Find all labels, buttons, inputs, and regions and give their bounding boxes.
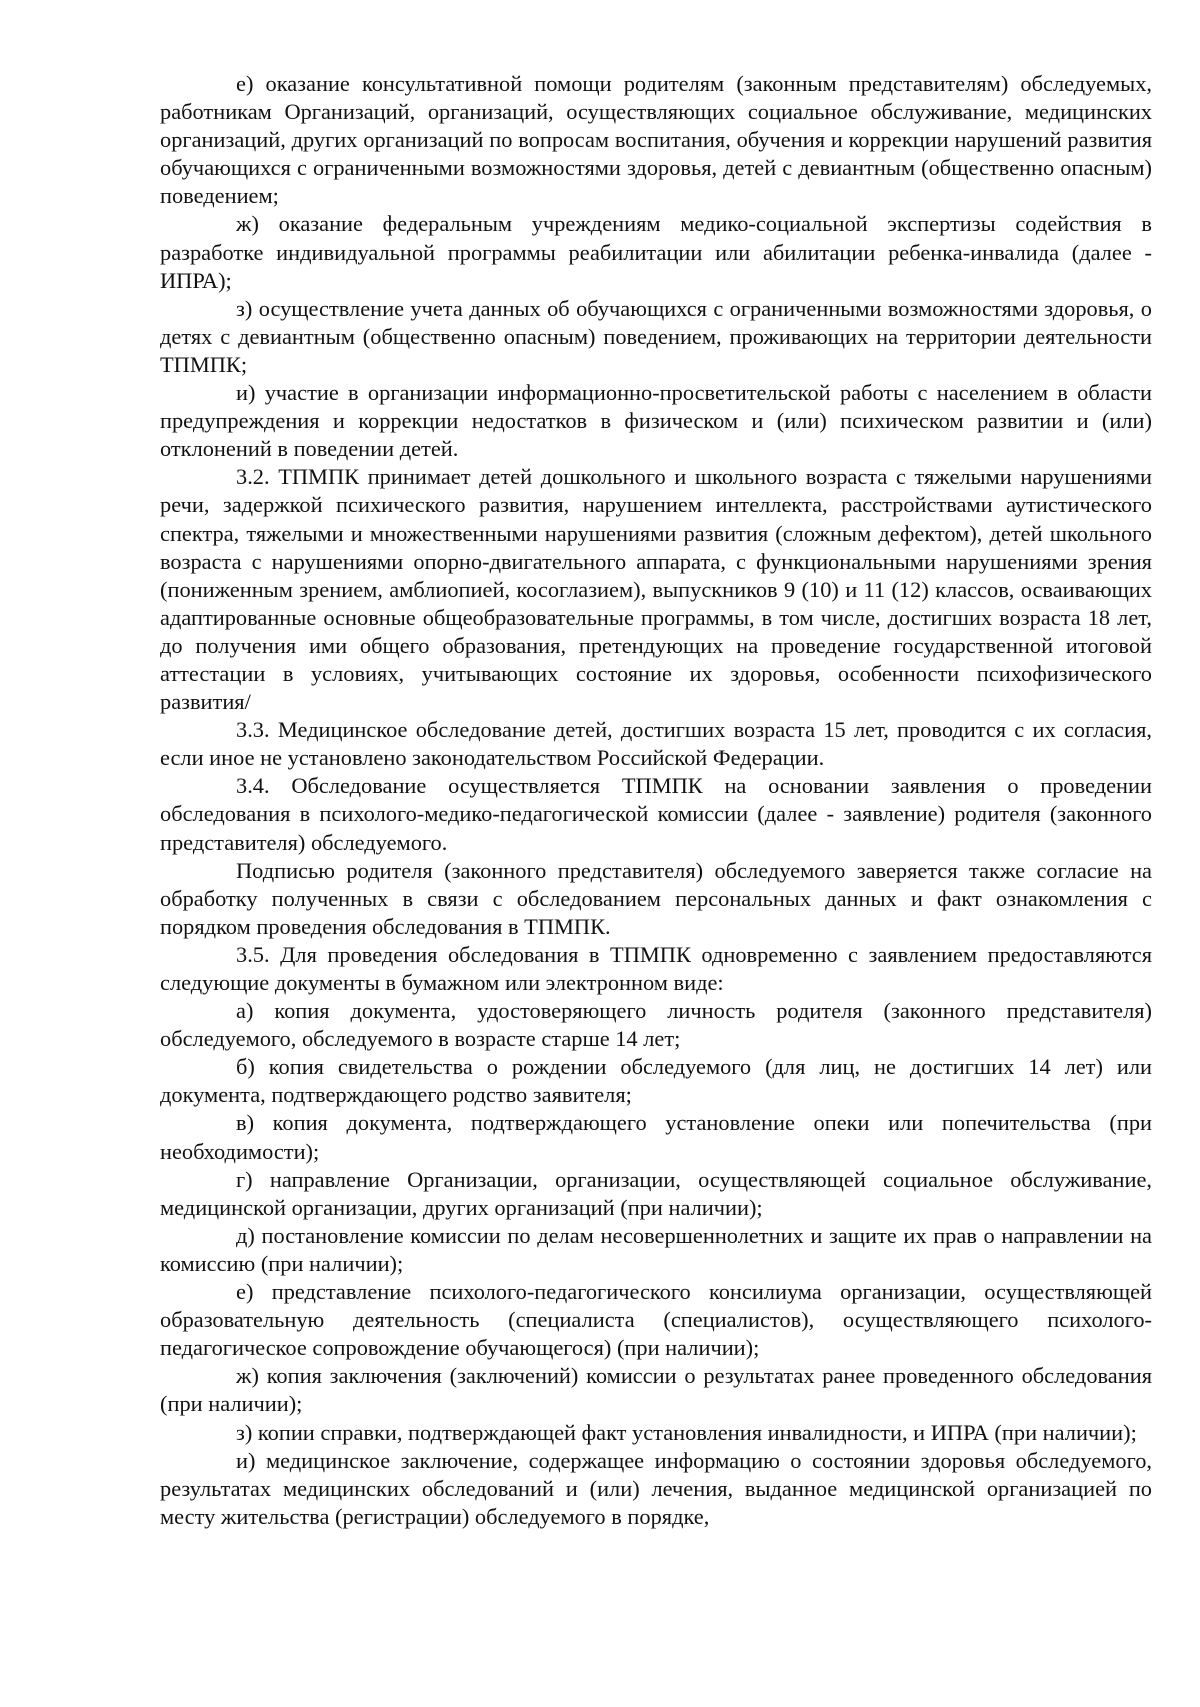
paragraph-clause-3-3: 3.3. Медицинское обследование детей, достигших возраста 15 лет, проводится с их согласия, если иное не установлено законодательством Российской Федерации.	[160, 717, 1152, 771]
list-item-d-commission-resolution: д) постановление комиссии по делам несовершеннолетних и защите их прав о направлении на комиссию (при наличии);	[160, 1222, 1152, 1276]
paragraph-signature-consent: Подписью родителя (законного представителя) обследуемого заверяется также согласие на обработку полученных в связи с обследованием персональных данных и факт ознакомления с порядком проведения обследования в ТПМПК.	[160, 857, 1152, 939]
list-item-v-guardianship: в) копия документа, подтверждающего установление опеки или попечительства (при необходимости);	[160, 1110, 1152, 1164]
paragraph-item-e-consultation: е) оказание консультативной помощи родителям (законным представителям) обследуемых, работникам Организаций, организаций, осуществляющих социальное обслуживание, медицинских организаций, других организаций по вопросам воспитания, обучения и коррекции нарушений развития обучающихся с ограниченными возможностями здоровья, детей с девиантным (общественно опасным) поведением;	[160, 71, 1152, 209]
list-item-zh-previous-conclusion: ж) копия заключения (заключений) комиссии о результатах ранее проведенного обследования (при наличии);	[160, 1363, 1152, 1417]
paragraph-clause-3-5: 3.5. Для проведения обследования в ТПМПК одновременно с заявлением предоставляются следующие документы в бумажном или электронном виде:	[160, 941, 1152, 995]
list-item-g-referral: г) направление Организации, организации, осуществляющей социальное обслуживание, медицинской организации, других организаций (при наличии);	[160, 1166, 1152, 1220]
paragraph-item-i-awareness-work: и) участие в организации информационно-просветительской работы с населением в области предупреждения и коррекции недостатков в физическом и (или) психическом развитии и (или) отклонений в поведении детей.	[160, 380, 1152, 462]
document-text-body	[160, 70, 1152, 1531]
paragraph-clause-3-4: 3.4. Обследование осуществляется ТПМПК на основании заявления о проведении обследования в психолого-медико-педагогической комиссии (далее - заявление) родителя (законного представителя) обследуемого.	[160, 773, 1152, 855]
list-item-z-disability-certificate: з) копии справки, подтверждающей факт установления инвалидности, и ИПРА (при наличии);	[236, 1419, 1137, 1445]
list-item-b-birth-certificate: б) копия свидетельства о рождении обследуемого (для лиц, не достигших 14 лет) или документа, подтверждающего родство заявителя;	[160, 1054, 1152, 1108]
list-item-i-medical-conclusion: и) медицинское заключение, содержащее информацию о состоянии здоровья обследуемого, результатах медицинских обследований и (или) лечения, выданное медицинской организацией по месту жительства (регистрации) обследуемого в порядке,	[160, 1447, 1152, 1529]
list-item-e-council-report: е) представление психолого-педагогического консилиума организации, осуществляющей образовательную деятельность (специалиста (специалистов), осуществляющего психолого-педагогическое сопровождение обучающегося) (при наличии);	[160, 1279, 1152, 1361]
paragraph-clause-3-2: 3.2. ТПМПК принимает детей дошкольного и школьного возраста с тяжелыми нарушениями речи, задержкой психического развития, нарушением интеллекта, расстройствами аутистического спектра, тяжелыми и множественными нарушениями развития (сложным дефектом), детей школьного возраста с нарушениями опорно-двигательного аппарата, с функциональными нарушениями зрения (пониженным зрением, амблиопией, косоглазием), выпускников 9 (10) и 11 (12) классов, осваивающих адаптированные основные общеобразовательные программы, в том числе, достигших возраста 18 лет, до получения ими общего образования, претендующих на проведение государственной итоговой аттестации в условиях, учитывающих состояние их здоровья, особенности психофизического развития/	[160, 464, 1152, 715]
paragraph-item-zh-mse-assistance: ж) оказание федеральным учреждениям медико-социальной экспертизы содействия в разработке индивидуальной программы реабилитации или абилитации ребенка-инвалида (далее - ИПРА);	[160, 211, 1152, 293]
paragraph-item-z-data-accounting: з) осуществление учета данных об обучающихся с ограниченными возможностями здоровья, о детях с девиантным (общественно опасным) поведением, проживающих на территории деятельности ТПМПК;	[160, 295, 1152, 377]
list-item-a-id-copy: а) копия документа, удостоверяющего личность родителя (законного представителя) обследуемого, обследуемого в возрасте старше 14 лет;	[160, 998, 1152, 1052]
